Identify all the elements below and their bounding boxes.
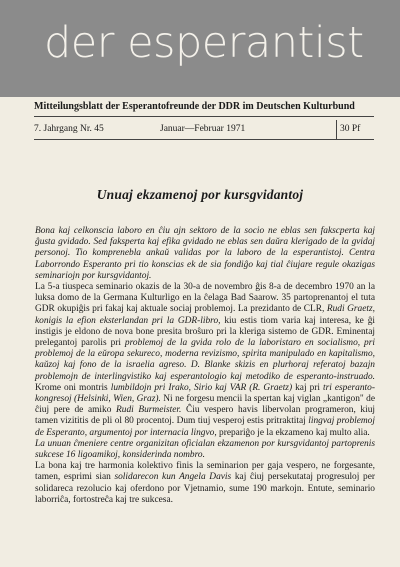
- paragraph-segment: Krome oni montris: [35, 382, 111, 393]
- article-paragraph: [35, 461, 375, 506]
- masthead-title: der esperantist: [44, 18, 364, 68]
- paragraph-segment: problemoj de la gvida rolo de la laboristaro en socialismo, pri problemoj de la eŭropa sekureco, moderna revizismo, spirita manipulado en kapitalismo, kaŭzoj kaj fono de la israelia agreso. D. Blanke skizis en plurhoraj referatoj bazajn problemojn de interlingvistiko kaj esperantologio kaj metodiko de esperanto-instruado.: [35, 338, 375, 382]
- paragraph-segment: La bona kaj tre harmonia kolektivo finis la seminarion per gaja vespero, ne forgesante, tamen, esprimi sian: [35, 461, 375, 483]
- paragraph-segment: La 5-a tiuspeca seminario okazis de la 30-a de novembro ĝis 8-a de decembro 1970 an la luksa domo de la Germana Kulturligo en la ĉelaga Bad Saarow. 35 partoprenantoj el tuta GDR okupiĝis pri fakaj kaj aktuale sociaj problemoj. La prezidanto de CLR,: [35, 282, 375, 315]
- article-paragraph: [35, 439, 375, 461]
- divider-top: [34, 116, 374, 117]
- paragraph-segment: , konigis la efion eksterlandan pri la GDR-libro: [35, 304, 375, 326]
- paragraph-segment: kaj pri: [292, 382, 323, 393]
- paragraph-segment: La unuan ĉmeniere centre organizitan oficialan ekzamenon por kursgvidantoj partoprenis sukcese 16 ligoamikoj, konsiderinda nombro.: [35, 438, 375, 461]
- paragraph-segment: Rudi Graetz: [326, 304, 373, 315]
- paragraph-segment: , kiu estis tiom varia kaj interesa, ke ĝi instigis je eldono de nova bone presita broŝuro pri la kleriga sistemo de GDR. Eminentaj prelegantoj parolis pri: [35, 315, 375, 349]
- article-paragraph: [35, 282, 375, 439]
- divider-bottom: [34, 139, 374, 140]
- paragraph-segment: lingvaj problemoj de Esperanto, argumentoj por internacia lingvo: [35, 416, 375, 438]
- paragraph-segment: Rudi Burmeister.: [116, 405, 182, 416]
- masthead: [0, 0, 400, 97]
- subtitle: Mitteilungsblatt der Esperantofreunde der DDR im Deutschen Kulturbund: [34, 101, 355, 112]
- issue-separator: [336, 120, 337, 140]
- paragraph-segment: , prepariĝo je la ekzameno kaj multo alia.: [214, 427, 370, 438]
- article-paragraph: [35, 226, 375, 282]
- issue-volume: 7. Jahrgang Nr. 45: [34, 124, 104, 134]
- paragraph-segment: Ni ne forgesu mencii la spertan kaj viglan „kantigon" de ĉiuj pere de amiko: [35, 394, 375, 416]
- paragraph-segment: Bona kaj celkonscia laboro en ĉiu ajn sektoro de la socio ne eblas sen fakscperta kaj ĝusta gvidado. Sed faksperta kaj efika gvidado ne eblas sen daŭra klerigado de la gvidaj personoj. Tio komprenebla ankaŭ validas por la laboro de la esperantistoj. Centra Laborrondo Esperanto pri tio konscias ek de sia fondiĝo kaj tial ĉiujare regule okazigas seminariojn por kursgvidantoj.: [35, 226, 375, 281]
- paragraph-segment: Ĉiu vesperо havis libervolan programeron, kiuj tamen vizititis de pli ol 80 procentoj. Dum tiuj vesperoj estis pritraktitaj: [35, 405, 376, 427]
- issue-price: 30 Pf: [340, 124, 361, 134]
- paragraph-segment: lumbildojn pri Irako, Sirio kaj VAR (R. Graetz): [110, 382, 293, 393]
- article-body: [35, 226, 375, 506]
- paragraph-segment: kaj ĉiuj persekutataj progresuloj per solidareca rezolucio kaj oferdono por Vjetnamio, sume 190 markojn. Entute, seminario laborriĉa, fortostreĉa kaj tre sukcesa.: [35, 472, 375, 505]
- headline: Unuaj ekzamenoj por kursgvidantoj: [96, 187, 304, 202]
- paragraph-segment: solidarecon kun Angela Davis: [114, 472, 232, 483]
- paragraph-segment: tri esperanto-kongresoj (Helsinki, Wien, Graz).: [35, 382, 375, 405]
- issue-date: Januar—Februar 1971: [160, 124, 246, 134]
